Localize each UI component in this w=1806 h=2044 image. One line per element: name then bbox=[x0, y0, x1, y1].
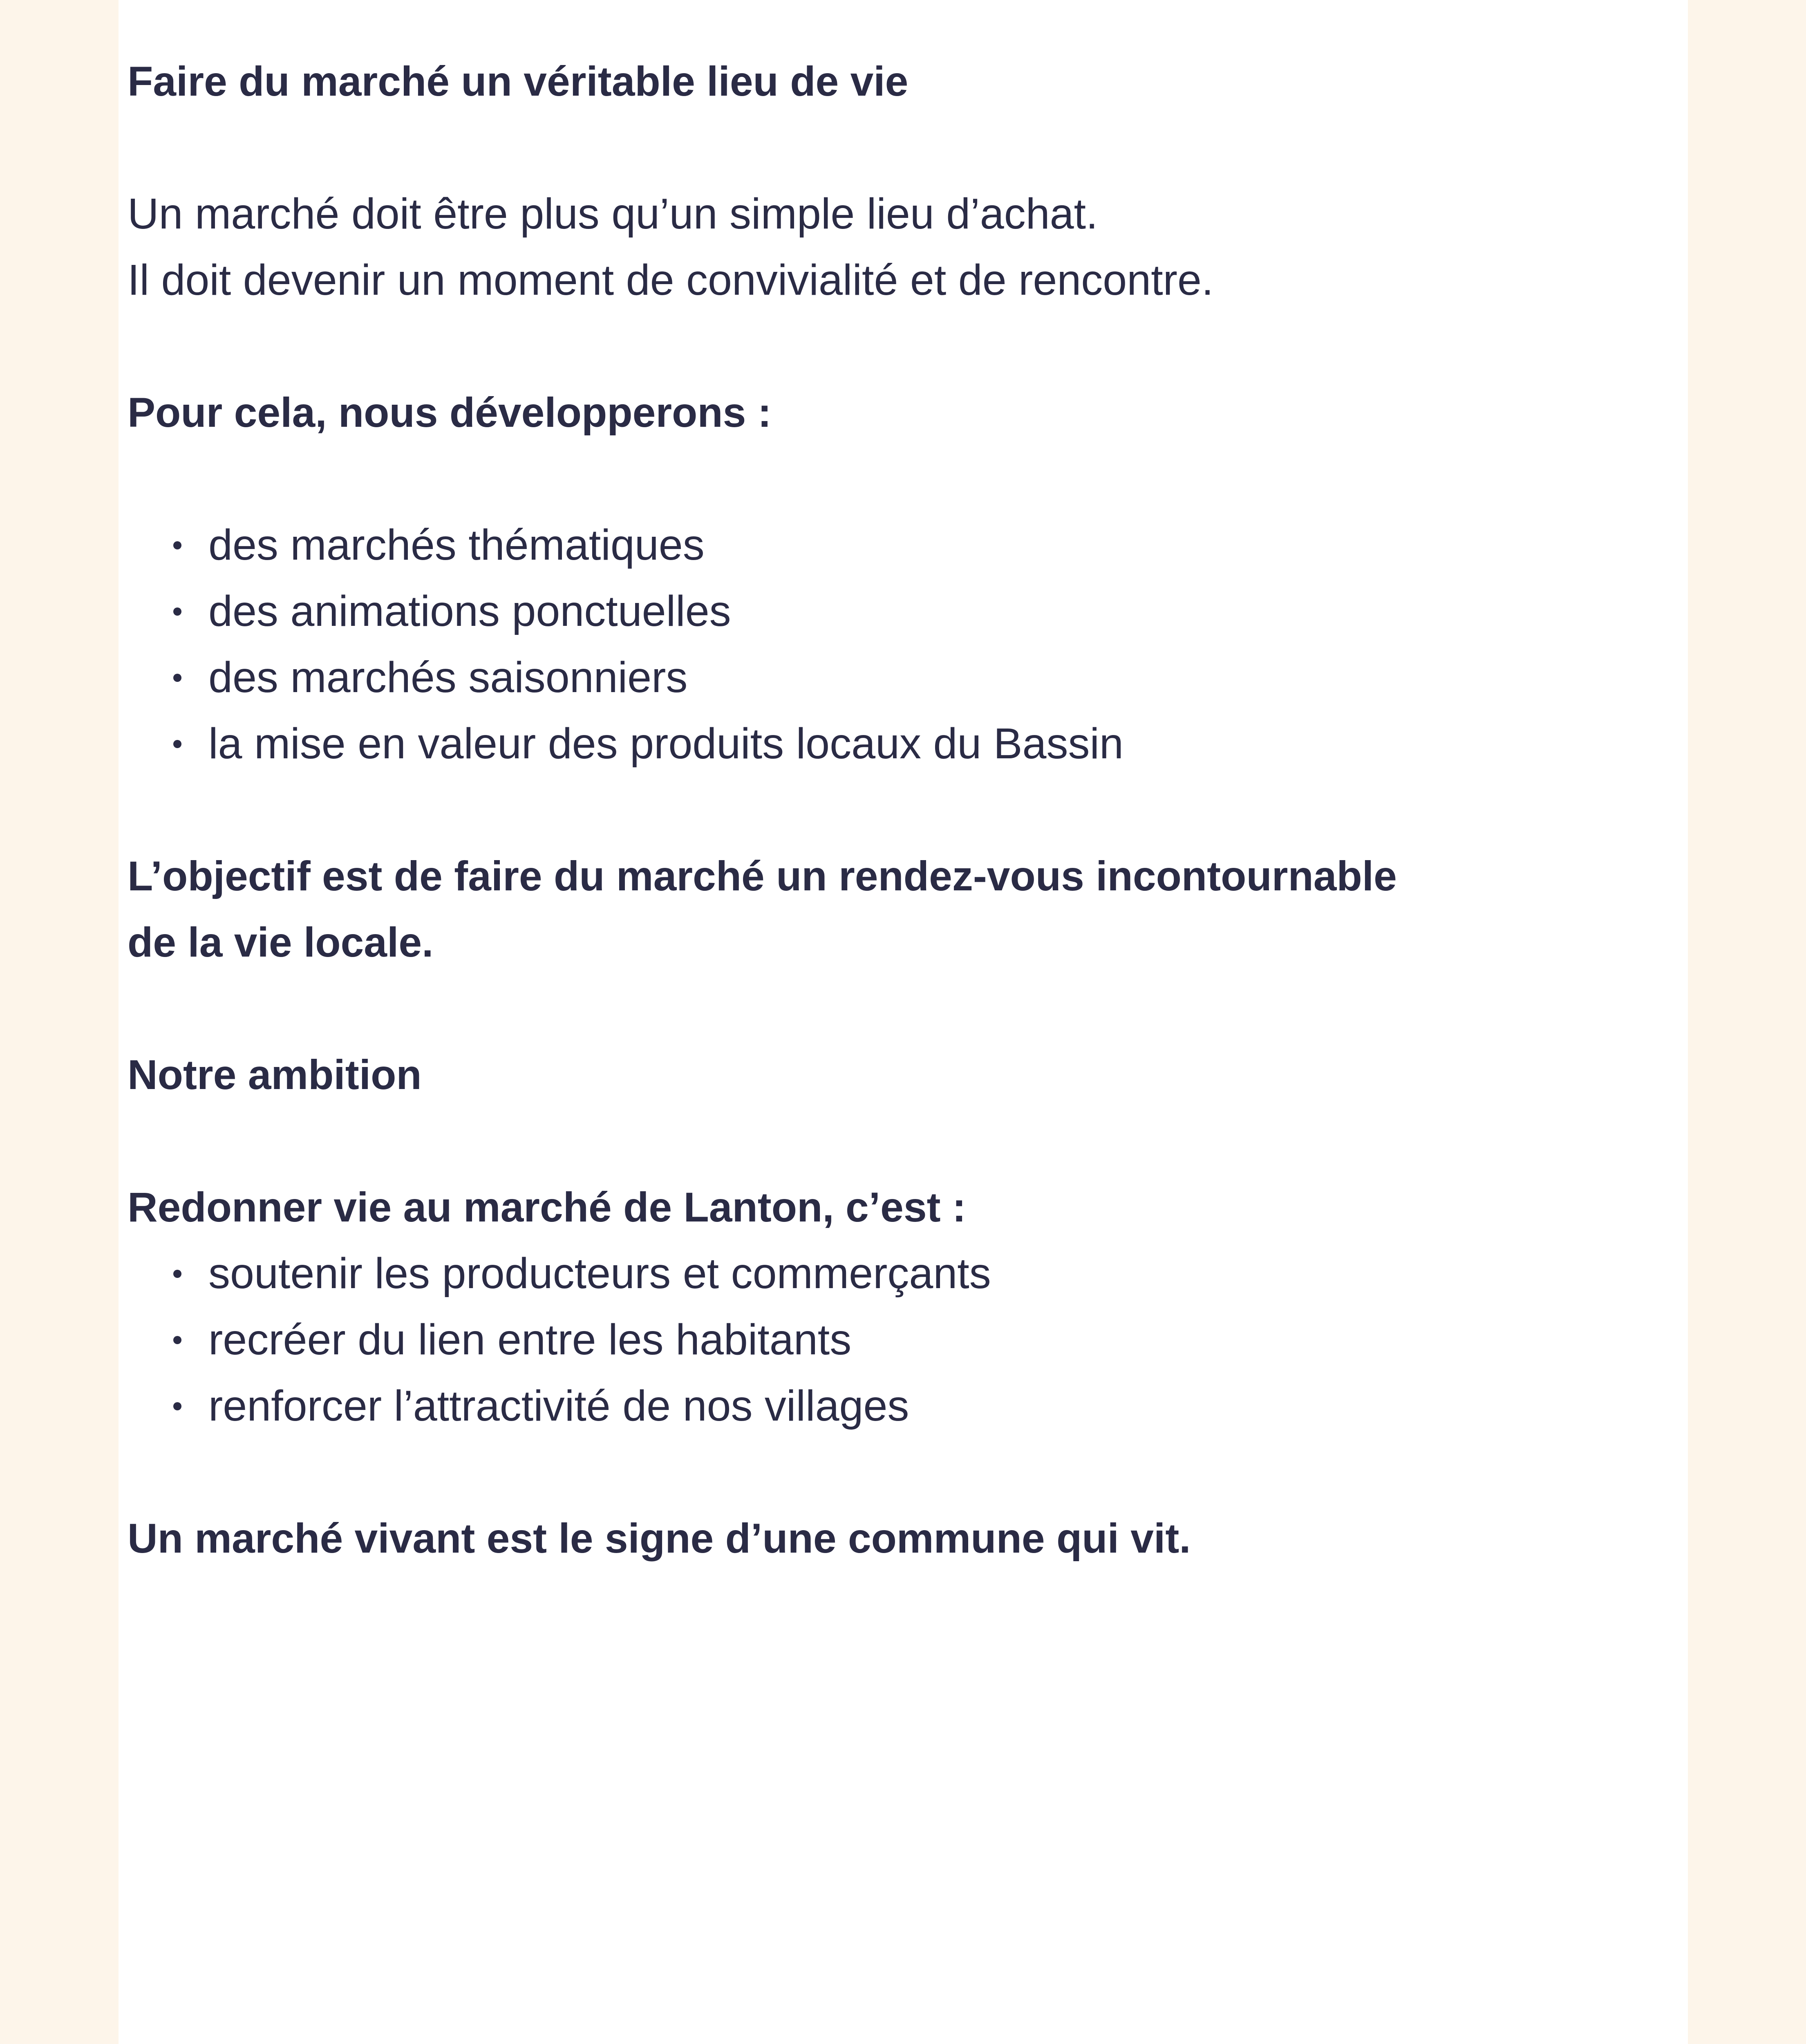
develop-heading: Pour cela, nous développerons : bbox=[128, 389, 772, 436]
list-item: la mise en valeur des produits locaux du Bassin bbox=[208, 710, 1681, 777]
list-item: des marchés thématiques bbox=[208, 512, 1681, 578]
ambition-subheading: Redonner vie au marché de Lanton, c’est : bbox=[128, 1184, 966, 1230]
spacer bbox=[128, 975, 1681, 1042]
list-item: des animations ponctuelles bbox=[208, 578, 1681, 644]
closing-statement: Un marché vivant est le signe d’une commune qui vit. bbox=[128, 1515, 1191, 1562]
list-item: des marchés saisonniers bbox=[208, 644, 1681, 710]
ambition-heading: Notre ambition bbox=[128, 1051, 422, 1098]
objective-line-1: L’objectif est de faire du marché un rendez-vous incontournable bbox=[128, 853, 1397, 899]
page-content bbox=[128, 48, 1681, 1571]
spacer bbox=[128, 446, 1681, 512]
spacer bbox=[128, 313, 1681, 379]
spacer bbox=[128, 777, 1681, 843]
spacer bbox=[128, 114, 1681, 181]
list-item: renforcer l’attractivité de nos villages bbox=[208, 1373, 1681, 1439]
objective-line-2: de la vie locale. bbox=[128, 919, 434, 966]
ambition-list bbox=[128, 1240, 1681, 1439]
document-page bbox=[119, 0, 1688, 2044]
section-heading: Faire du marché un véritable lieu de vie bbox=[128, 58, 909, 105]
intro-line-2: Il doit devenir un moment de convivialité et de rencontre. bbox=[128, 256, 1214, 304]
list-item: soutenir les producteurs et commerçants bbox=[208, 1240, 1681, 1307]
intro-line-1: Un marché doit être plus qu’un simple lieu d’achat. bbox=[128, 190, 1098, 238]
list-item: recréer du lien entre les habitants bbox=[208, 1307, 1681, 1373]
spacer bbox=[128, 1108, 1681, 1174]
develop-list bbox=[128, 512, 1681, 777]
spacer bbox=[128, 1439, 1681, 1505]
